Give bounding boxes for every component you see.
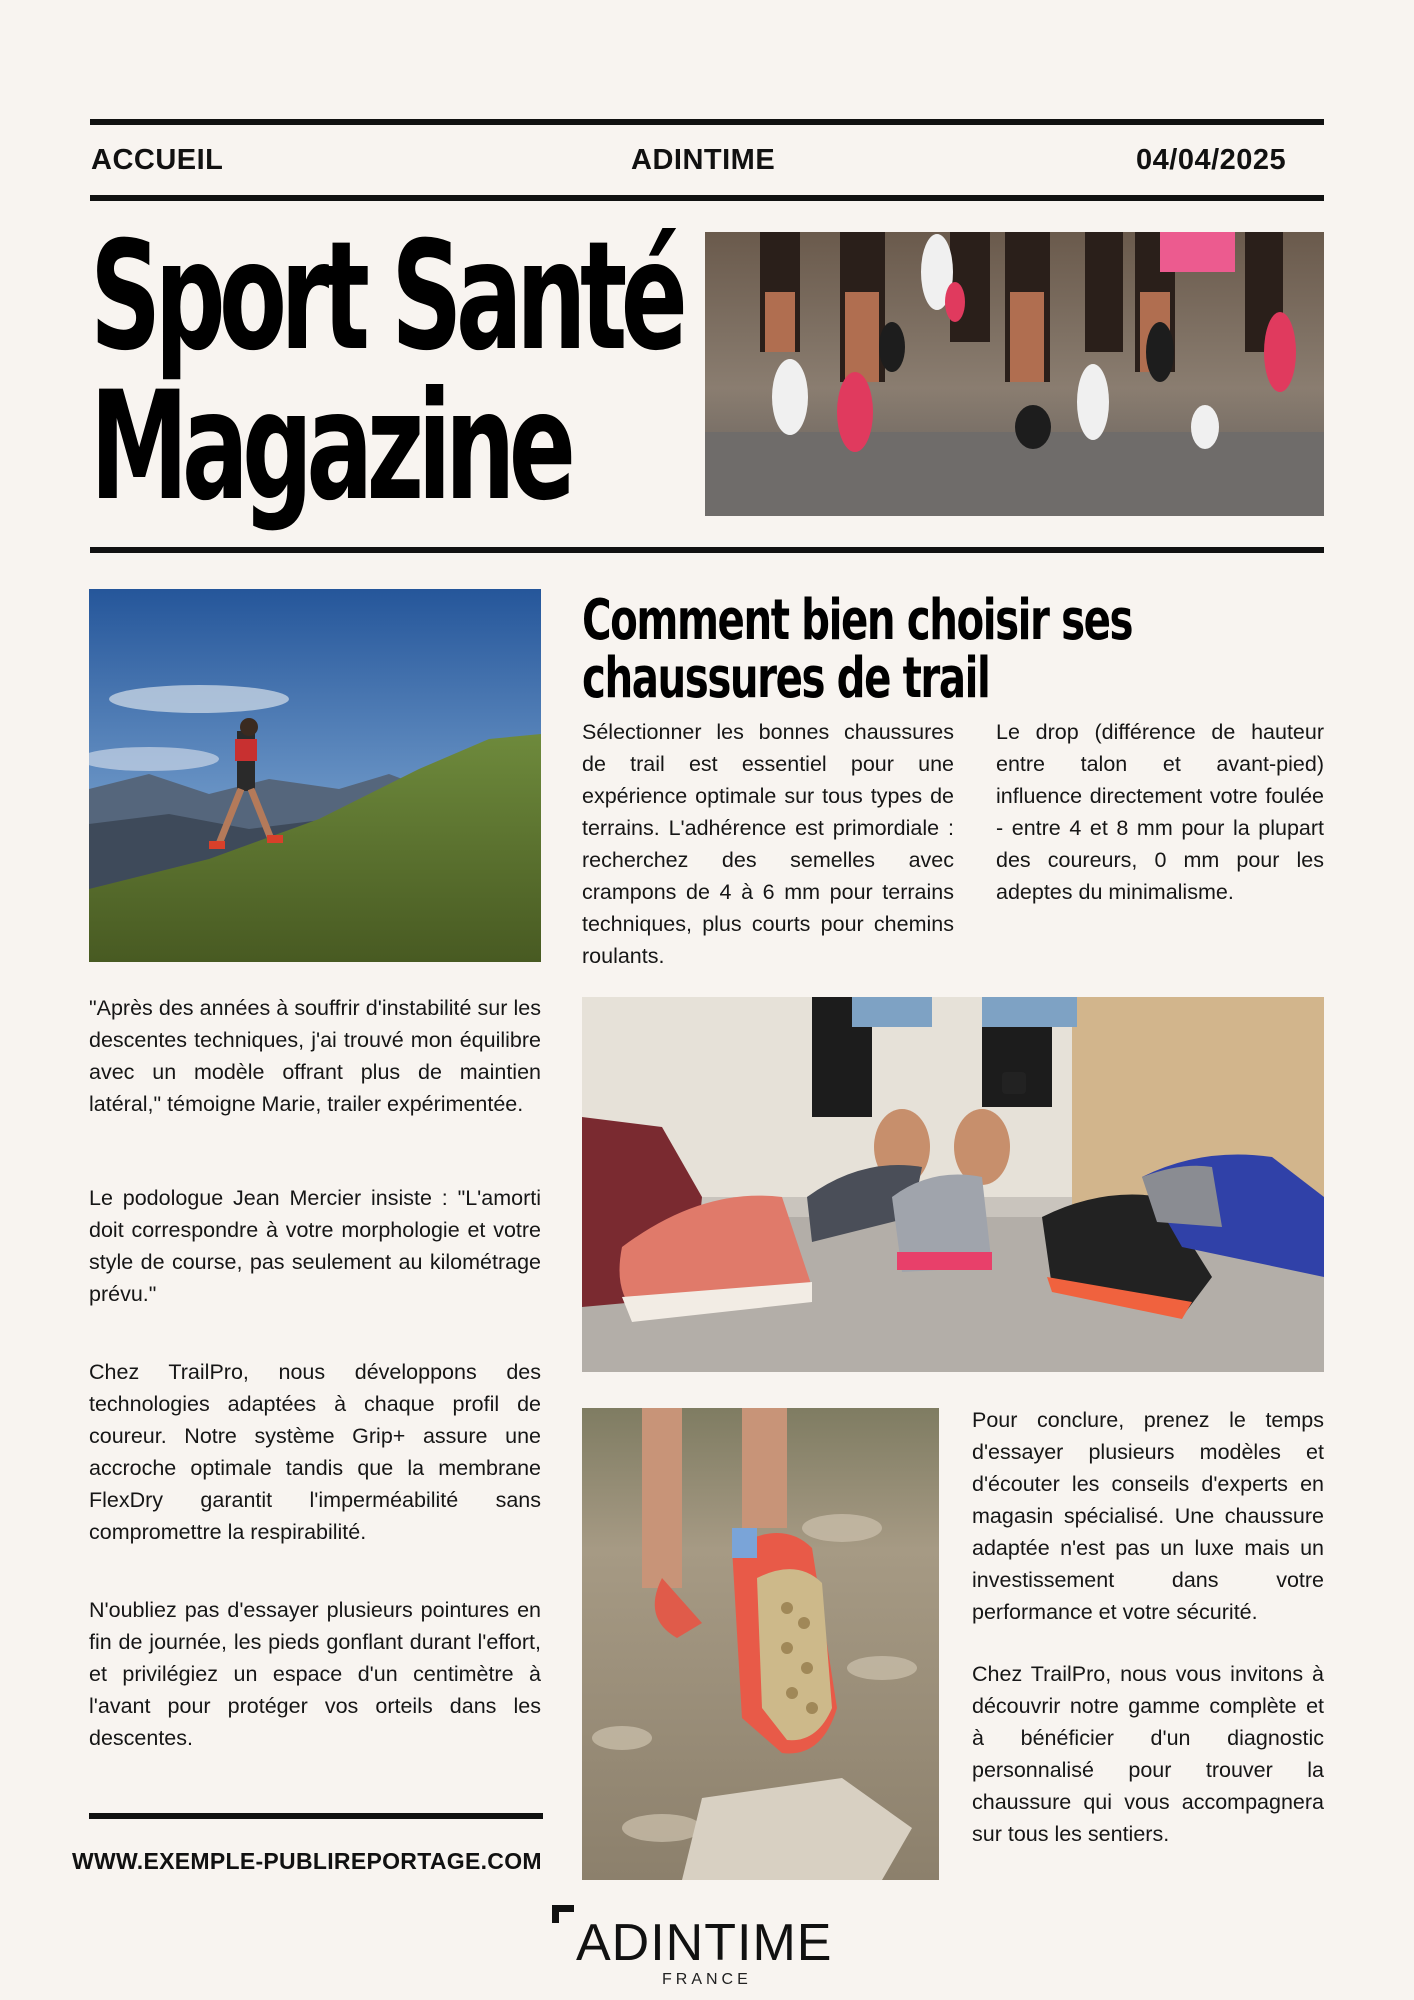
nav-brand: ADINTIME	[631, 144, 776, 176]
masthead-bottom-rule	[90, 547, 1324, 553]
header-top-rule	[90, 119, 1324, 125]
trailpro-technology: Chez TrailPro, nous développons des technologies adaptées à chaque profil de coureur. Notre système Grip+ assure une accroche optimale tandis que la membrane FlexDry garantit l'imperméabilité sans compromettre la respirabilité.	[89, 1360, 541, 1544]
magazine-title-line-1: Sport Santé	[90, 210, 682, 384]
hero-runners-photo	[705, 232, 1324, 516]
testimonial-marie: "Après des années à souffrir d'instabilité sur les descentes techniques, j'ai trouvé mon équilibre avec un modèle offrant plus de maintien latéral," témoigne Marie, trailer expérimentée.	[89, 996, 541, 1116]
trail-sole-photo	[582, 1408, 939, 1880]
magazine-title-line-2: Magazine	[90, 360, 570, 534]
article-headline: Comment bien choisir ses chaussures de trail	[582, 588, 1133, 711]
logo-country: FRANCE	[662, 1971, 752, 1988]
podiatrist-quote: Le podologue Jean Mercier insiste : "L'amorti doit correspondre à votre morphologie et votre style de course, pas seulement au kilométrage prévu."	[89, 1186, 541, 1306]
nav-home-link[interactable]: ACCUEIL	[91, 144, 224, 176]
issue-date: 04/04/2025	[1136, 144, 1287, 176]
magazine-title	[90, 210, 682, 534]
header-bottom-rule	[90, 195, 1324, 201]
footer-rule	[89, 1813, 543, 1819]
shoe-lacing-photo	[582, 997, 1324, 1372]
mountain-runner-photo	[89, 589, 541, 962]
adintime-logo	[552, 1905, 862, 1988]
conclusion-paragraph: Pour conclure, prenez le temps d'essayer plusieurs modèles et d'écouter les conseils d'experts en magasin spécialisé. Une chaussure adaptée n'est pas un luxe mais un investissement dans votre performance et votre sécurité.	[972, 1408, 1324, 1624]
intro-paragraph-1: Sélectionner les bonnes chaussures de trail est essentiel pour une expérience optimale sur tous types de terrains. L'adhérence est primordiale : recherchez des semelles avec crampons de 4 à 6 mm pour terrains techniques, plus courts pour chemins roulants.	[582, 720, 954, 968]
trailpro-invitation: Chez TrailPro, nous vous invitons à découvrir notre gamme complète et à bénéficier d'un diagnostic personnalisé pour trouver la chaussure qui vous accompagnera sur tous les sentiers.	[972, 1662, 1324, 1846]
intro-paragraph-2: Le drop (différence de hauteur entre talon et avant-pied) influence directement votre foulée - entre 4 et 8 mm pour la plupart des coureurs, 0 mm pour les adeptes du minimalisme.	[996, 720, 1324, 904]
logo-wordmark: ADINTIME	[576, 1914, 833, 1972]
website-link[interactable]: WWW.EXEMPLE-PUBLIREPORTAGE.COM	[72, 1848, 542, 1874]
sizing-advice: N'oubliez pas d'essayer plusieurs pointures en fin de journée, les pieds gonflant durant l'effort, et privilégiez un espace d'un centimètre à l'avant pour protéger vos orteils dans les descentes.	[89, 1598, 541, 1750]
logo-corner-icon	[552, 1905, 576, 1931]
